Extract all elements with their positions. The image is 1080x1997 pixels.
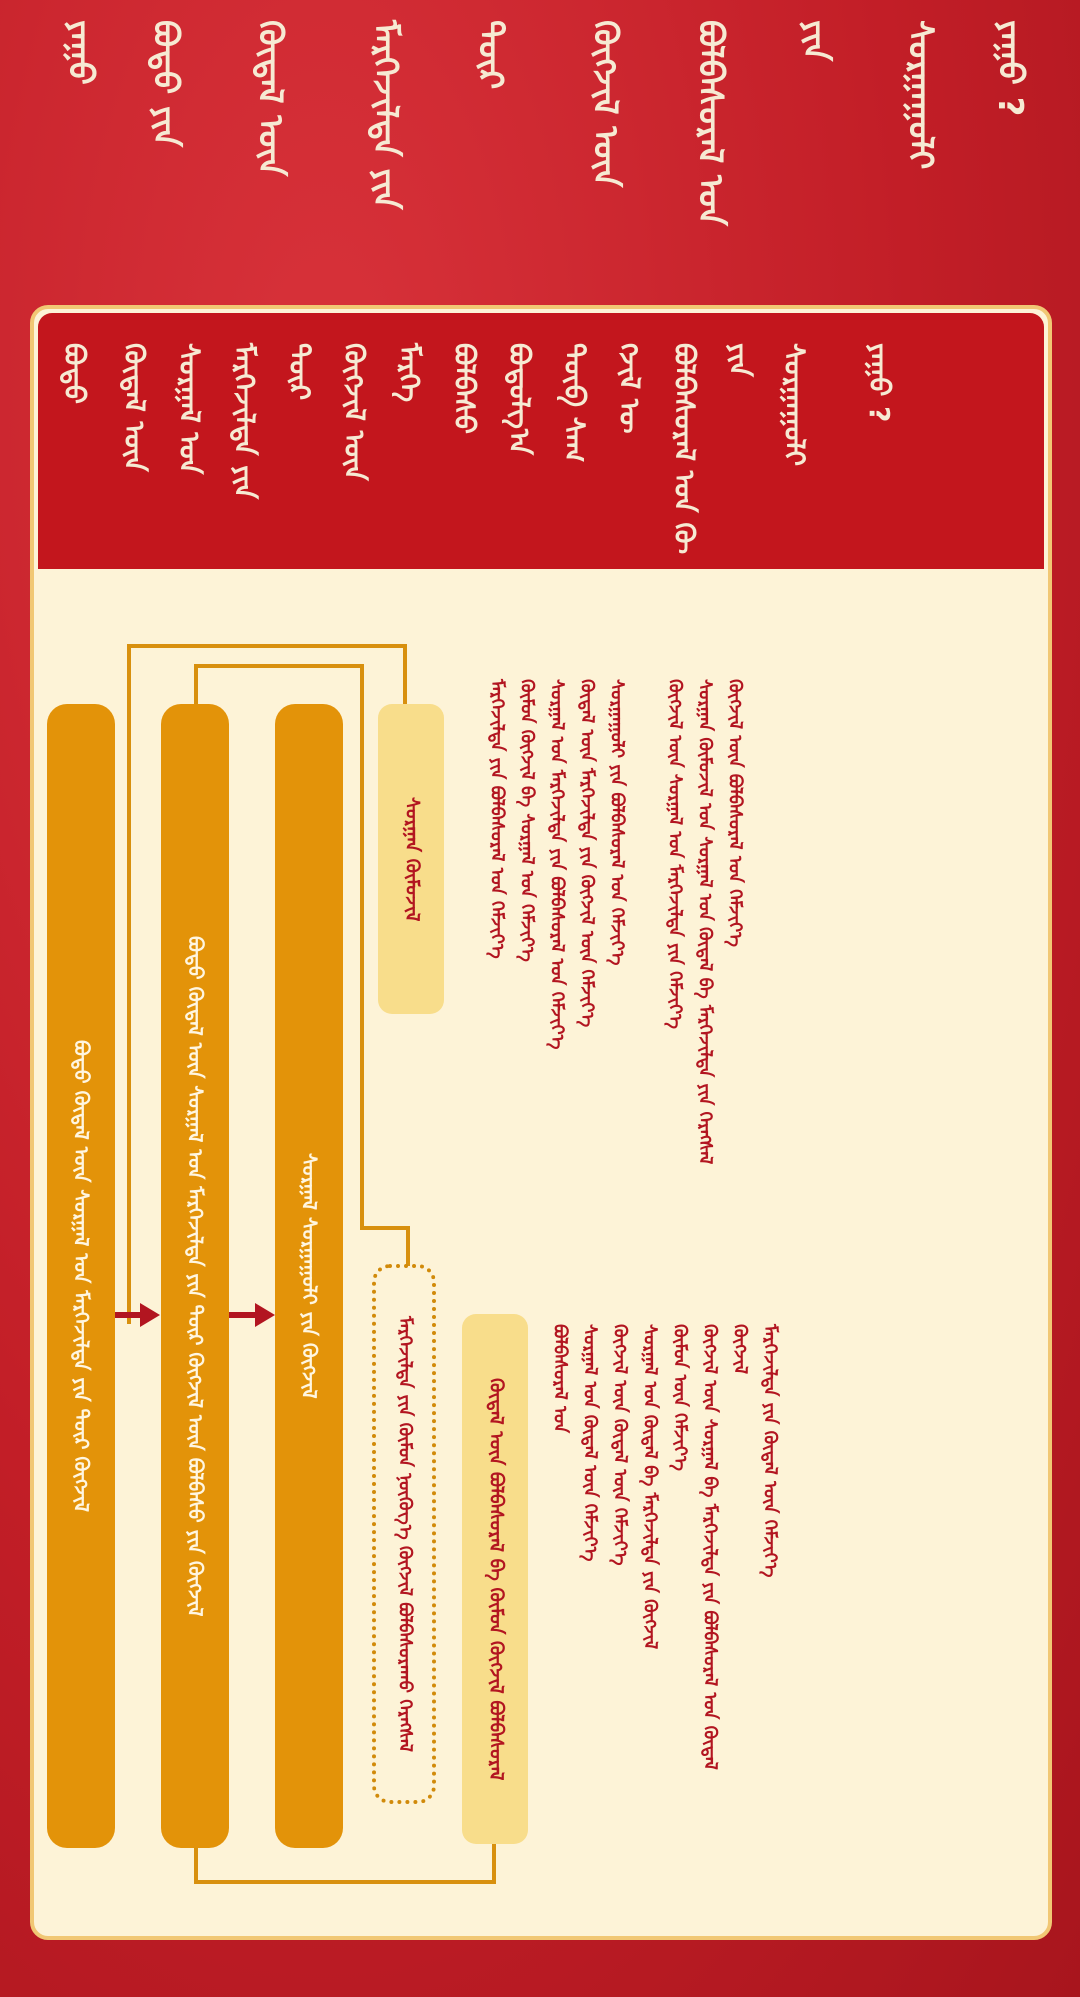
title-line: ᠲᠦᠷ [470,20,511,90]
note-top-line: ᠬᠥᠮᠦᠨ ᠬᠥᠭᠵᠢᠯ ᠪᠠ ᠰᠤᠷᠭᠠᠯ ᠤᠨ ᠬᠡᠮᠵᠢᠶ᠎ᠡ [516,679,538,962]
note-top-line: ᠬᠥᠭᠵᠢᠯ ᠦᠨ ᠪᠣᠯᠪᠠᠰᠤᠷᠠᠯ ᠤᠨ ᠬᠡᠮᠵᠢᠶ᠎ᠡ [724,679,746,947]
note-bottom-line: ᠮᠡᠷᠭᠡᠵᠢᠯᠲᠡ ᠶᠢᠨ ᠬᠥᠲᠡᠯ ᠦᠨ ᠬᠡᠮᠵᠢᠶ᠎ᠡ [759,1324,781,1578]
title-line: ᠰᠤᠷᠭᠠᠭᠤᠯᠢ [900,20,941,170]
header-line: ᠶᠢᠨ [723,343,757,377]
note-top-line: ᠬᠥᠭᠵᠢᠯ ᠦᠨ ᠰᠤᠷᠭᠠᠯ ᠤᠨ ᠮᠡᠷᠭᠡᠵᠢᠯᠲᠡ ᠶᠢᠨ ᠬᠡᠮᠵᠢᠶ᠎ᠡ [664,679,686,1029]
note-bottom-line: ᠪᠣᠯᠪᠠᠰᠤᠷᠠᠯ ᠤᠨ [549,1324,571,1434]
stage-bar-3 [275,704,343,1848]
title-area [50,20,1040,290]
connector-line [406,1226,410,1266]
header-line: ᠪᠣᠳᠣ [58,343,92,405]
title-line: ᠶᠠᠭᠤ ? [990,20,1031,117]
note-top-line: ᠰᠤᠷᠭᠠᠨ ᠬᠥᠮᠦᠵᠢᠯ ᠤᠨ ᠰᠤᠷᠭᠠᠯ ᠤᠨ ᠬᠥᠲᠡᠯ ᠪᠠ ᠮᠡᠷᠭᠡᠵᠢᠯᠲᠡ ᠶᠢᠨ ᠬᠡᠷᠡᠭᠰᠡᠯ [694,679,716,1165]
header-line: ᠶᠠᠭᠤ ? [863,343,897,423]
connector-line [194,1844,198,1884]
header-line: ᠲᠦᠷ [283,343,317,401]
connector-line [360,1226,410,1230]
header-line: ᠪᠤᠳᠤᠯᠭ᠎ᠠ [503,343,537,456]
dotted-box [372,1264,436,1804]
note-top-line: ᠮᠡᠷᠭᠡᠵᠢᠯᠲᠡ ᠶᠢᠨ ᠪᠣᠯᠪᠠᠰᠤᠷᠠᠯ ᠤᠨ ᠬᠡᠮᠵᠢᠶ᠎ᠡ [486,679,508,959]
note-top-line: ᠬᠥᠲᠡᠯ ᠦᠨ ᠮᠡᠷᠭᠡᠵᠢᠯᠲᠡ ᠶᠢᠨ ᠬᠥᠭᠵᠢᠯ ᠦᠨ ᠬᠡᠮᠵᠢᠶ᠎ᠡ [576,679,598,1028]
header-line: ᠭᠵᠢᠯ ᠦ [613,343,647,434]
stage-bar-1 [47,704,115,1848]
header-line: ᠰᠤᠷᠭᠠᠯ ᠤᠨ [173,343,207,475]
note-bottom-line: ᠬᠥᠭᠵᠢᠯ [729,1324,751,1375]
connector-line [194,664,364,668]
dotted-box-label: ᠮᠡᠷᠭᠡᠵᠢᠯᠲᠡ ᠶᠢᠨ ᠬᠥᠮᠦᠨ ᠨᠥᠭᠦᠭ᠎ᠡ ᠬᠥᠭᠵᠢᠯ ᠪᠣᠯᠪᠠᠰᠤᠷᠠᠬᠤ ᠬᠡᠷᠡᠭᠰᠡᠯ [394,1315,416,1753]
title-line: ᠪᠣᠳᠣ ᠶᠢᠨ [145,20,186,148]
stage-bar-2-label: ᠪᠣᠳᠣ ᠬᠥᠲᠡᠯ ᠦᠨ ᠰᠤᠷᠭᠠᠯ ᠤᠨ ᠮᠡᠷᠭᠡᠵᠢᠯᠲᠡ ᠶᠢᠨ ᠲᠦᠷ ᠬᠥᠭᠵᠢᠯ ᠦᠨ ᠪᠣᠯᠪᠠᠰᠤ ᠶᠢᠨ ᠬᠥᠭᠵᠢᠯ [183,935,208,1617]
content-panel [30,305,1052,1940]
header-line: ᠰᠤᠷᠭᠠᠭᠤᠯᠢ [778,343,812,467]
light-box-bottom [462,1314,528,1844]
stage-bar-3-label: ᠰᠤᠷᠭᠠᠯ ᠰᠤᠷᠭᠠᠭᠤᠯᠢ ᠶᠢᠨ ᠬᠥᠭᠵᠢᠯ [297,1153,322,1399]
header-line: ᠮᠡᠷᠭᠡ [393,343,427,403]
note-bottom-line: ᠬᠥᠭᠵᠢᠯ ᠦᠨ ᠬᠥᠲᠡᠯ ᠦᠨ ᠬᠡᠮᠵᠢᠶ᠎ᠡ [609,1324,631,1566]
note-top-line: ᠰᠤᠷᠭᠠᠯ ᠤᠨ ᠮᠡᠷᠭᠡᠵᠢᠯᠲᠡ ᠶᠢᠨ ᠪᠣᠯᠪᠠᠰᠤᠷᠠᠯ ᠤᠨ ᠬᠡᠮᠵᠢᠶ᠎ᠡ [546,679,568,1050]
title-line: ᠶᠢᠨ [795,20,836,62]
connector-line [403,644,407,704]
connector-line [492,1844,496,1884]
arrow-right-icon [255,1303,275,1327]
stage-bar-1-label: ᠪᠣᠳᠣ ᠬᠥᠲᠡᠯ ᠦᠨ ᠰᠤᠷᠭᠠᠯ ᠤᠨ ᠮᠡᠷᠭᠡᠵᠢᠯᠲᠡ ᠶᠢᠨ ᠲᠦᠷ ᠬᠥᠭᠵᠢᠯ [69,1039,94,1513]
title-line: ᠪᠣᠯᠪᠠᠰᠤᠷᠠᠯ ᠤᠨ [690,20,731,226]
arrow-right-icon [140,1303,160,1327]
light-box-bottom-label: ᠬᠥᠲᠡᠯ ᠦᠨ ᠪᠣᠯᠪᠠᠰᠤᠷᠠᠯ ᠪᠠ ᠬᠥᠮᠦᠨ ᠬᠥᠭᠵᠢᠯ ᠪᠣᠯᠪᠠᠰᠤᠷᠠᠯ [484,1377,507,1781]
note-top-line: ᠰᠤᠷᠭᠠᠭᠤᠯᠢ ᠶᠢᠨ ᠪᠣᠯᠪᠠᠰᠤᠷᠠᠯ ᠤᠨ ᠬᠡᠮᠵᠢᠶ᠎ᠡ [606,679,628,966]
stage-bar-2 [161,704,229,1848]
connector-line [127,644,131,1324]
title-line: ᠬᠥᠲᠡᠯ ᠦᠨ [250,20,291,177]
note-bottom-line: ᠬᠥᠭᠵᠢᠯ ᠦᠨ ᠰᠤᠷᠭᠠᠯ ᠪᠠ ᠮᠡᠷᠭᠡᠵᠢᠯᠲᠡ ᠶᠢᠨ ᠪᠣᠯᠪᠠᠰᠤᠷᠠᠯ ᠤᠨ ᠬᠥᠲᠡᠯ [699,1324,721,1770]
note-bottom-line: ᠬᠥᠮᠦᠨ ᠦᠨ ᠬᠡᠮᠵᠢᠶ᠎ᠡ [669,1324,691,1471]
header-line: ᠲᠦᠪ ᠰᠠᠭ [558,343,592,463]
note-bottom-line: ᠰᠤᠷᠭᠠᠯ ᠤᠨ ᠬᠥᠲᠡᠯ ᠪᠠ ᠮᠡᠷᠭᠡᠵᠢᠯᠲᠡ ᠶᠢᠨ ᠬᠥᠭᠵᠢᠯ [639,1324,661,1650]
header-line: ᠮᠡᠷᠭᠡᠵᠢᠯᠲᠡ ᠶᠢᠨ [228,343,262,500]
header-band [38,313,1044,569]
header-line: ᠬᠥᠲᠡᠯ ᠦᠨ [118,343,152,472]
header-line: ᠬᠥᠭᠵᠢᠯ ᠦᠨ [338,343,372,481]
connector-line [194,1880,496,1884]
connector-line [194,664,198,704]
light-box-top [378,704,444,1014]
connector-line [360,664,364,1230]
note-bottom-line: ᠰᠤᠷᠭᠠᠯ ᠤᠨ ᠬᠥᠲᠡᠯ ᠦᠨ ᠬᠡᠮᠵᠢᠶ᠎ᠡ [579,1324,601,1562]
title-line: ᠶᠠᠭᠤ [60,20,101,85]
title-line: ᠮᠡᠷᠭᠡᠵᠢᠯᠲᠡ ᠶᠢᠨ [365,20,406,210]
connector-line [127,644,407,648]
header-line: ᠪᠣᠯᠪᠠᠰᠤ [448,343,482,434]
title-line: ᠬᠥᠭᠵᠢᠯ ᠦᠨ [585,20,626,188]
header-line: ᠪᠣᠯᠪᠠᠰᠤᠷᠠᠯ ᠤᠨ ᠬᠥ [668,343,702,555]
light-box-top-label: ᠰᠤᠷᠭᠠᠨ ᠬᠥᠮᠦᠵᠢᠯ [400,796,423,922]
